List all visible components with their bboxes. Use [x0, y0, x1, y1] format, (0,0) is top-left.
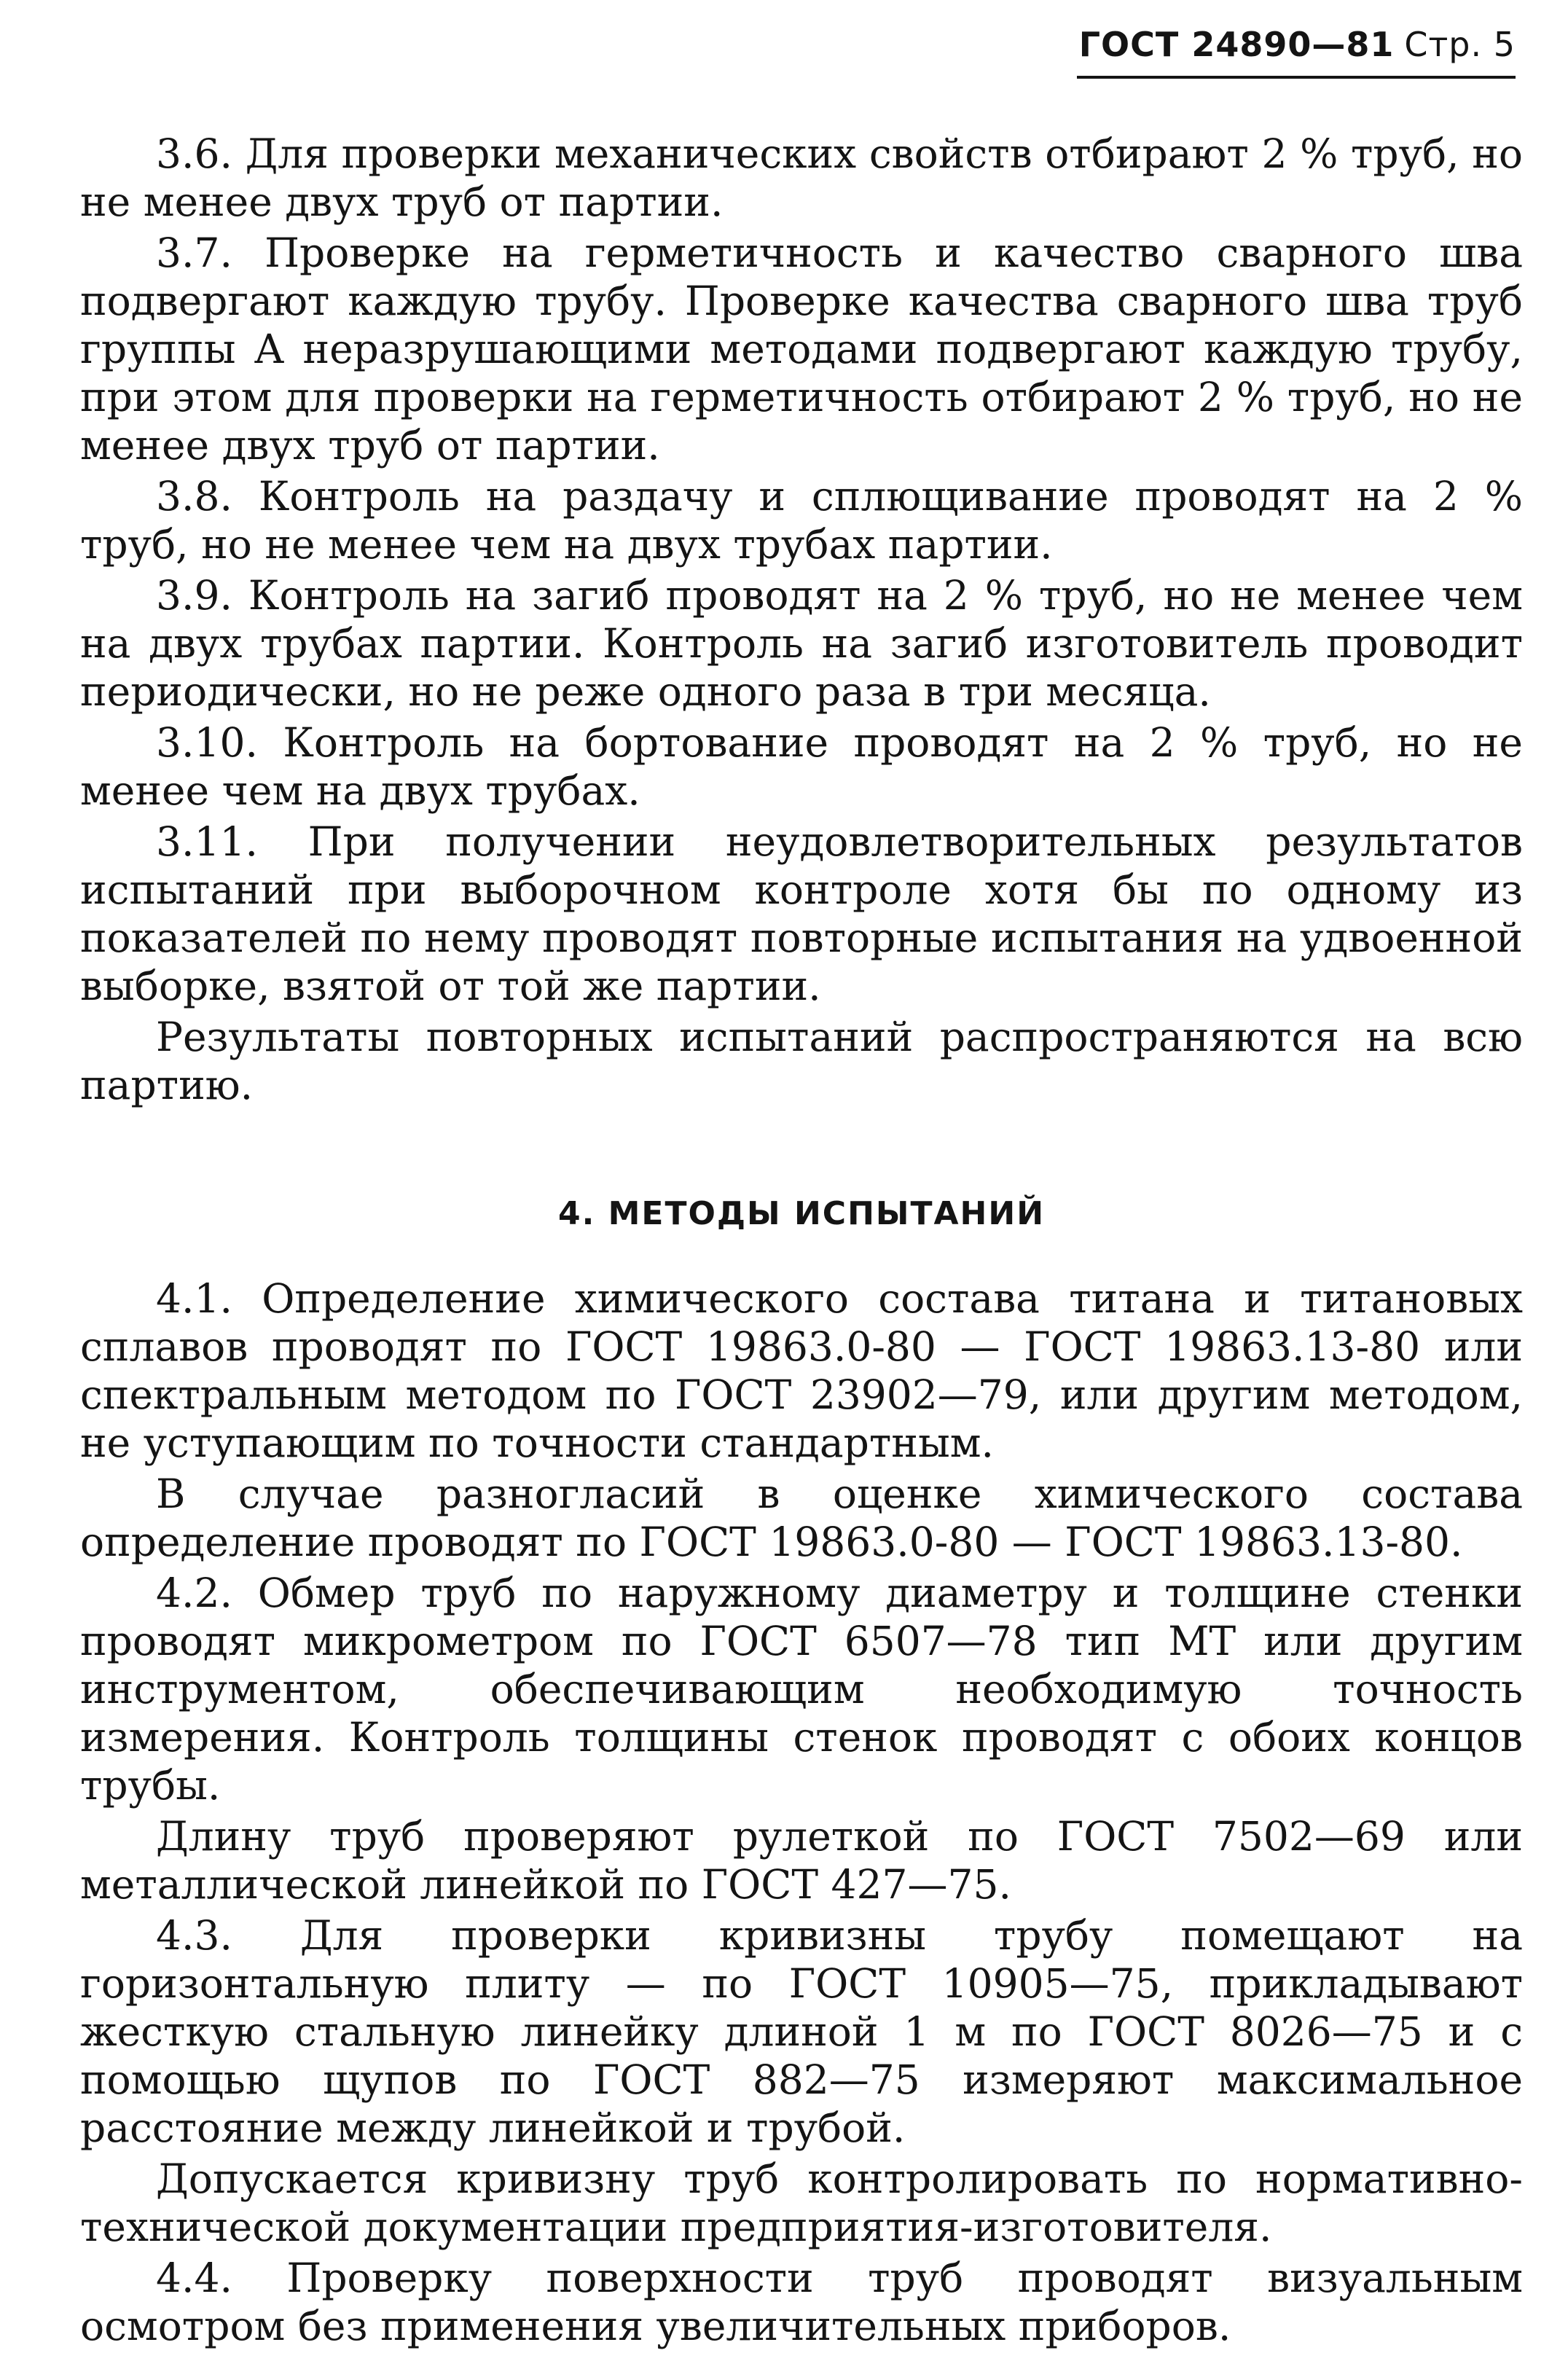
page-body: [80, 130, 1523, 2353]
section-4-heading: 4. МЕТОДЫ ИСПЫТАНИЙ: [557, 1195, 1046, 1232]
clause-4-4: 4.4. Проверку поверхности труб проводят визуальным осмотром без применения увеличительных приборов.: [80, 2255, 1523, 2349]
clause-3-7: 3.7. Проверке на герметичность и качество сварного шва подвергают каждую трубу. Проверке качества сварного шва труб группы А неразрушающими методами подвергают каждую трубу, при этом для проверки на герметичность отбирают 2 % труб, но не менее двух труб от партии.: [80, 230, 1523, 469]
clause-4-2-continuation: Длину труб проверяют рулеткой по ГОСТ 7502—69 или металлической линейкой по ГОСТ 427—75.: [80, 1813, 1523, 1908]
clause-3-10: 3.10. Контроль на бортование проводят на 2 % труб, но не менее чем на двух трубах.: [80, 719, 1523, 814]
clause-3-8: 3.8. Контроль на раздачу и сплющивание проводят на 2 % труб, но не менее чем на двух трубах партии.: [80, 473, 1523, 568]
clause-4-2: 4.2. Обмер труб по наружному диаметру и толщине стенки проводят микрометром по ГОСТ 6507—78 тип МТ или другим инструментом, обеспечивающим необходимую точность измерения. Контроль толщины стенок проводят с обоих концов трубы.: [80, 1570, 1523, 1809]
clause-3-6: 3.6. Для проверки механических свойств отбирают 2 % труб, но не менее двух труб от партии.: [80, 130, 1523, 225]
clause-3-9: 3.9. Контроль на загиб проводят на 2 % труб, но не менее чем на двух трубах партии. Контроль на загиб изготовитель проводит периодически, но не реже одного раза в три месяца.: [80, 572, 1523, 715]
clause-4-1-continuation: В случае разногласий в оценке химического состава определение проводят по ГОСТ 19863.0-80 — ГОСТ 19863.13-80.: [80, 1471, 1523, 1565]
page-header: [1079, 25, 1516, 64]
clause-4-1: 4.1. Определение химического состава титана и титановых сплавов проводят по ГОСТ 19863.0-80 — ГОСТ 19863.13-80 или спектральным методом по ГОСТ 23902—79, или другим методом, не уступающим по точности стандартным.: [80, 1275, 1523, 1466]
header-rule: [1077, 76, 1516, 79]
standard-number: ГОСТ 24890—81: [1078, 25, 1395, 64]
page-number: Стр. 5: [1404, 25, 1516, 64]
clause-3-11: 3.11. При получении неудовлетворительных результатов испытаний при выборочном контроле хотя бы по одному из показателей по нему проводят повторные испытания на удвоенной выборке, взятой от той же партии.: [80, 818, 1523, 1009]
clause-3-11-continuation: Результаты повторных испытаний распространяются на всю партию.: [80, 1014, 1523, 1108]
clause-4-3: 4.3. Для проверки кривизны трубу помещают на горизонтальную плиту — по ГОСТ 10905—75, прикладывают жесткую стальную линейку длиной 1 м по ГОСТ 8026—75 и с помощью щупов по ГОСТ 882—75 измеряют максимальное расстояние между линейкой и трубой.: [80, 1912, 1523, 2151]
clause-4-3-continuation: Допускается кривизну труб контролировать по нормативно-технической документации предприятия-изготовителя.: [80, 2156, 1523, 2250]
